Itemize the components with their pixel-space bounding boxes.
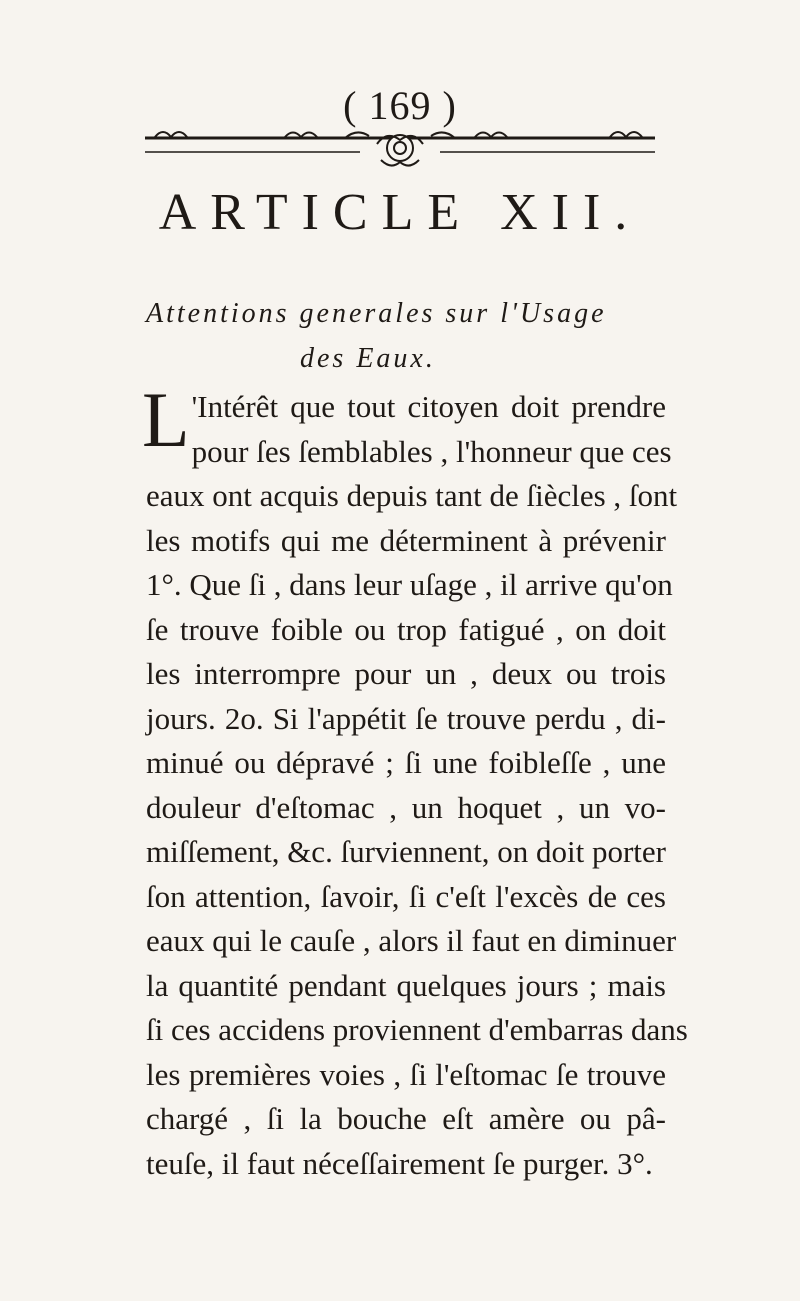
text-line: ſon attention, ſavoir, ſi c'eſt l'excès de ces [146,878,666,914]
text-line: ſe trouve foible ou trop fatigué , on doit [146,611,666,647]
text-line: 'Intérêt que tout citoyen doit prendre [191,389,666,424]
page-number: ( 169 ) [343,83,457,128]
text-line: les motifs qui me déterminent à prévenir [146,522,666,558]
text-line: ſi ces accidens proviennent d'embarras dans [146,1012,688,1047]
text-line: les premières voies , ſi l'eſtomac ſe trouve [146,1056,666,1092]
section-subtitle-line-2: des Eaux. [300,343,436,374]
text-line: douleur d'eſtomac , un hoquet , un vo- [146,789,666,825]
text-line: minué ou dépravé ; ſi une foibleſſe , une [146,745,666,780]
text-line: teuſe, il faut néceſſairement ſe purger. 3°. [146,1145,653,1181]
text-line: les interrompre pour un , deux ou trois [146,656,666,691]
text-line: 1°. Que ſi , dans leur uſage , il arrive qu'on [146,567,673,602]
text-line: miſſement, &c. ſurviennent, on doit porter [146,834,666,869]
decorative-header-ornament [145,126,655,170]
text-line: chargé , ſi la bouche eſt amère ou pâ- [146,1101,666,1136]
body-text [142,376,688,1186]
section-subtitle-line-1: Attentions generales sur l'Usage [146,298,607,329]
article-title: ARTICLE XII. [158,184,642,241]
text-line: jours. 2o. Si l'appétit ſe trouve perdu , di- [146,700,666,736]
text-line: pour ſes ſemblables , l'honneur que ces [191,433,672,469]
text-line: eaux ont acquis depuis tant de ſiècles , ſont [146,478,678,513]
drop-cap: L [142,376,190,463]
text-line: la quantité pendant quelques jours ; mais [146,967,666,1003]
text-line: eaux qui le cauſe , alors il faut en diminuer [146,923,677,958]
